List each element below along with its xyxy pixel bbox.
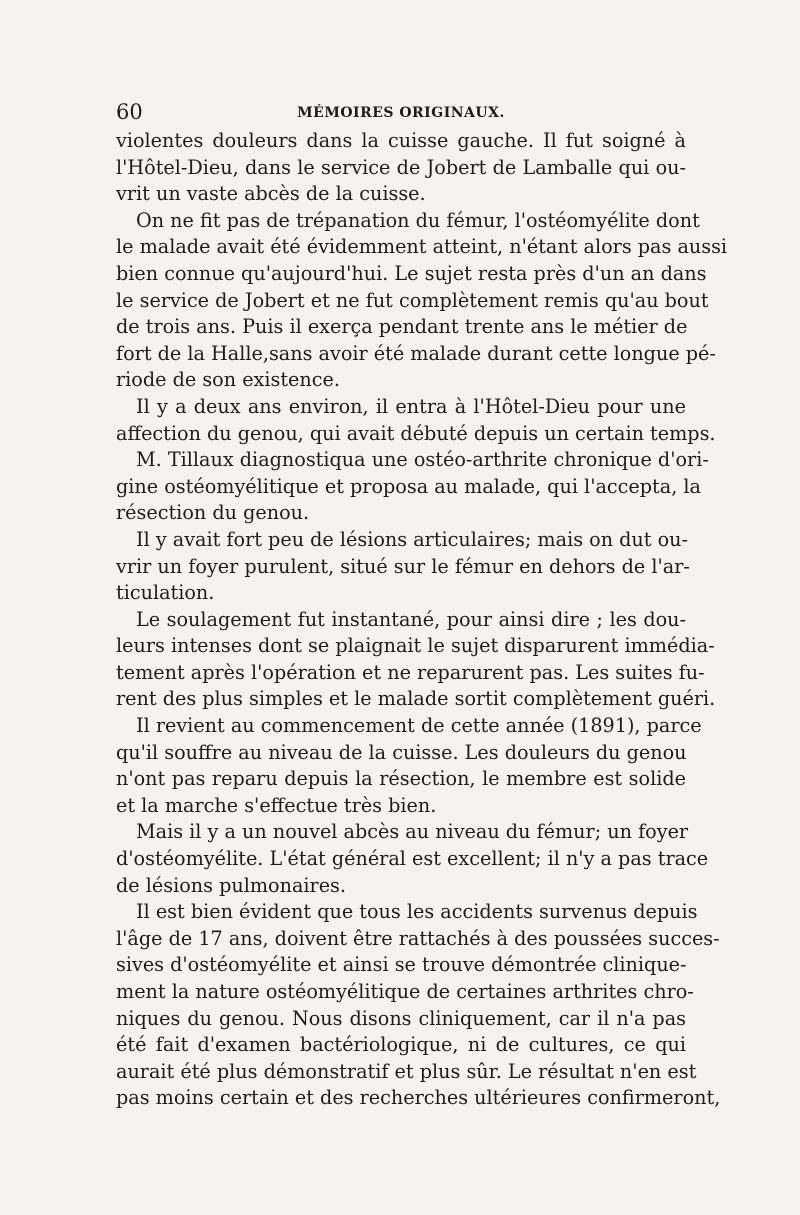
body-text [116,128,728,1112]
text-line: pas moins certain et des recherches ultérieures confirmeront, [116,1086,721,1110]
text-line: d'ostéomyélite. L'état général est excellent; il n'y a pas trace [116,847,709,871]
page-header [116,100,686,126]
text-line: de lésions pulmonaires. [116,873,346,897]
text-line: aurait été plus démonstratif et plus sûr. Le résultat n'en est [116,1059,697,1083]
text-line: ticulation. [116,581,215,605]
text-line: le malade avait été évidemment atteint, n'étant alors pas aussi [116,235,728,259]
text-line: et la marche s'effectue très bien. [116,793,437,817]
text-line: affection du genou, qui avait débuté depuis un certain temps. [116,421,716,445]
text-line: Il revient au commencement de cette année (1891), parce [136,714,702,738]
text-line: vrir un foyer purulent, situé sur le fémur en dehors de l'ar- [116,554,690,578]
text-line: l'Hôtel-Dieu, dans le service de Jobert de Lamballe qui ou- [116,155,686,179]
text-line: leurs intenses dont se plaignait le sujet disparurent immédia- [116,634,715,658]
text-line: sives d'ostéomyélite et ainsi se trouve démontrée clinique- [116,953,687,977]
text-line: le service de Jobert et ne fut complètement remis qu'au bout [116,288,709,312]
text-line: tement après l'opération et ne reparurent pas. Les suites fu- [116,660,705,684]
text-line: Mais il y a un nouvel abcès au niveau du fémur; un foyer [136,820,689,844]
page-number: 60 [116,100,143,124]
text-line: On ne fit pas de trépanation du fémur, l'ostéomyélite dont [136,208,700,232]
text-line: violentes douleurs dans la cuisse gauche. Il fut soigné à [116,129,686,152]
text-line: de trois ans. Puis il exerça pendant trente ans le métier de [116,315,688,339]
text-line: rent des plus simples et le malade sortit complètement guéri. [116,687,716,711]
text-line: Il est bien évident que tous les accidents survenus depuis [136,900,698,924]
text-line: vrit un vaste abcès de la cuisse. [116,182,426,206]
text-line: Il y avait fort peu de lésions articulaires; mais on dut ou- [136,527,688,551]
text-line: fort de la Halle,sans avoir été malade durant cette longue pé- [116,341,716,365]
text-line: qu'il souffre au niveau de la cuisse. Les douleurs du genou [116,740,687,764]
text-line: riode de son existence. [116,368,340,392]
text-line: résection du genou. [116,501,310,525]
text-line: été fait d'examen bactériologique, ni de cultures, ce qui [116,1033,686,1057]
running-head: MÉMOIRES ORIGINAUX. [297,105,505,121]
text-line: gine ostéomyélitique et proposa au malade, qui l'accepta, la [116,474,701,498]
text-line: M. Tillaux diagnostiqua une ostéo-arthrite chronique d'ori- [136,448,709,472]
text-line: bien connue qu'aujourd'hui. Le sujet resta près d'un an dans [116,261,707,285]
text-line: ment la nature ostéomyélitique de certaines arthrites chro- [116,980,694,1003]
text-line: n'ont pas reparu depuis la résection, le membre est solide [116,767,686,791]
text-line: niques du genou. Nous disons cliniquement, car il n'a pas [116,1006,686,1030]
text-line: Il y a deux ans environ, il entra à l'Hôtel-Dieu pour une [136,394,686,418]
text-line: l'âge de 17 ans, doivent être rattachés à des poussées succes- [116,926,720,950]
text-line: Le soulagement fut instantané, pour ainsi dire ; les dou- [136,607,686,631]
